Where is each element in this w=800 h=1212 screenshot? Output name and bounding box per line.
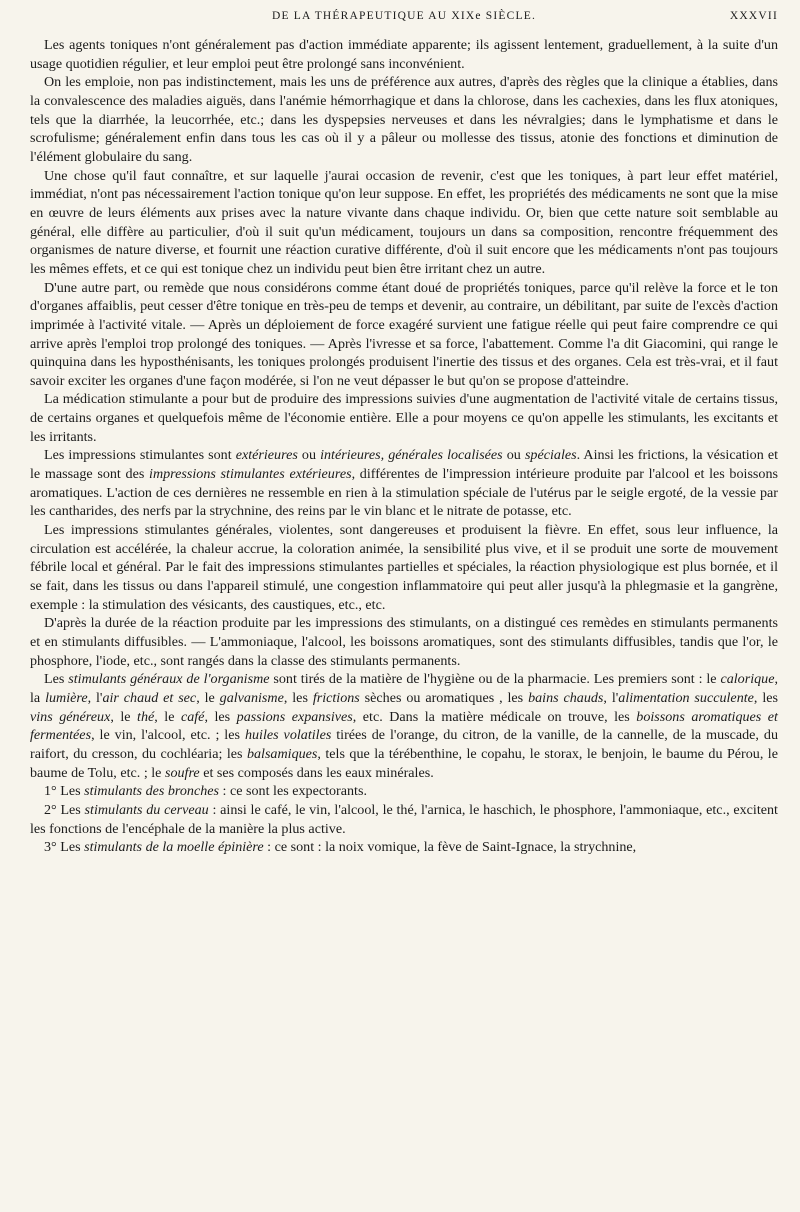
text-run: La médication stimulante a pour but de produire des impressions suivies d'une augmentation de l'activité vitale de certains tissus, de certains organes et quelquefois même de l'économie entière. Elle a pour moyens ce qu'on appelle les stimulants, les excitants et les irritants.	[30, 391, 778, 445]
paragraph	[30, 782, 778, 801]
text-run: , l'	[87, 689, 103, 706]
text-run: , le vin, l'alcool, etc. ; les	[91, 727, 245, 744]
text-run: D'après la durée de la réaction produite par les impressions des stimulants, on a distingué ces remèdes en stimulants permanents et en stimulants diffusibles. — L'ammoniaque, l'alcool, les boissons aromatiques, sont des stimulants diffusibles, tandis que l'or, le phosphore, l'iode, etc., sont rangés dans la classe des stimulants permanents.	[30, 615, 778, 669]
page-number: XXXVII	[729, 10, 778, 22]
paragraph	[30, 167, 778, 279]
paragraph	[30, 73, 778, 166]
text-run: , tels que la térébenthine, le copahu, le storax, le benjoin, le baume du Pérou, le baume de Tolu, etc. ; le	[30, 745, 778, 781]
italic-run: alimentation succulente	[618, 689, 754, 706]
paragraph	[30, 446, 778, 521]
italic-run: stimulants généraux de l'organisme	[68, 671, 270, 688]
text-run: , le	[196, 689, 220, 706]
paragraph	[30, 279, 778, 391]
italic-run: intérieures, générales localisées	[320, 447, 503, 464]
italic-run: vins généreux	[30, 708, 111, 725]
paragraph	[30, 838, 778, 857]
paragraph	[30, 390, 778, 446]
italic-run: impressions stimulantes extérieures	[149, 466, 352, 483]
italic-run: stimulants du cerveau	[84, 801, 209, 818]
text-run: Les agents toniques n'ont généralement pas d'action immédiate apparente; ils agissent lentement, graduellement, à la suite d'un usage quotidien régulier, et leur emploi peut être prolongé sans inconvénient.	[30, 37, 778, 72]
paragraph	[30, 521, 778, 614]
italic-run: lumière	[45, 689, 88, 706]
text-run: tirées de l'orange, du citron, de la vanille, de la cannelle, de la muscade, du raifort, du cresson, du cochléaria; les	[30, 727, 778, 762]
text-run: Les impressions stimulantes sont	[44, 447, 236, 464]
text-run: , la	[30, 671, 778, 706]
text-run: On les emploie, non pas indistinctement, mais les uns de préférence aux autres, d'après des règles que la clinique a établies, dans la convalescence des maladies aiguës, dans l'anémie hémorrhagique et dans la chlorose, dans les cachexies, dans les flux atoniques, tels que la diarrhée, la leucorrhée, etc.; dans les dyspepsies nerveuses et dans les névralgies; dans le lymphatisme et dans le scrofulisme; généralement enfin dans tous les cas où il y a pâleur ou mollesse des tissus, atonie des fonctions et diminution de l'élément globulaire du sang.	[30, 74, 778, 165]
text-run: ou	[297, 447, 321, 464]
text-run: : ainsi le café, le vin, l'alcool, le thé, l'arnica, le haschich, le phosphore, l'ammoniaque, etc., excitent les fonctions de l'encéphale de la manière la plus active.	[30, 801, 778, 837]
italic-run: air chaud et sec	[102, 689, 197, 706]
text-run: . Ainsi les frictions, la vésication et le massage sont des	[30, 447, 779, 483]
text-run: : ce sont : la noix vomique, la fève de Saint-Ignace, la strychnine,	[263, 839, 637, 856]
body-text	[30, 36, 778, 857]
italic-run: stimulants de la moelle épinière	[84, 839, 264, 856]
text-run: 2° Les	[44, 801, 85, 818]
italic-run: frictions	[312, 689, 360, 706]
italic-run: soufre	[164, 764, 200, 781]
italic-run: galvanisme	[219, 689, 284, 706]
text-run: sèches ou aromatiques , les	[359, 689, 529, 706]
italic-run: boissons aromatiques et fermentées	[30, 708, 778, 744]
text-run: , les	[753, 689, 778, 706]
text-run: sont tirés de la matière de l'hygiène ou de la pharmacie. Les premiers sont : le	[269, 671, 721, 688]
text-run: , l'	[603, 689, 619, 706]
running-header	[30, 10, 778, 36]
text-run: , etc. Dans la matière médicale on trouve, les	[352, 708, 637, 725]
text-run: et ses composés dans les eaux minérales.	[199, 764, 434, 781]
text-run: ou	[502, 447, 525, 464]
paragraph	[30, 614, 778, 670]
text-run: , différentes de l'impression intérieure produite par l'alcool et les boissons aromatiques. L'action de ces dernières ne ressemble en rien à la stimulation spéciale de l'utérus par le seigle ergoté, de la vessie par les cantharides, des nerfs par la strychnine, des reins par le vin blanc et le nitrate de potasse, etc.	[30, 466, 778, 520]
text-run: D'une autre part, ou remède que nous considérons comme étant doué de propriétés toniques, parce qu'il relève la force et le ton d'organes affaiblis, peut cesser d'être tonique en très-peu de temps et devenir, au contraire, un débilitant, par suite de l'excès d'action imprimée à l'activité vitale. — Après un déploiement de force exagéré survient une fatigue réelle qui peut faire comprendre ce qui arrive après l'emploi trop prolongé des toniques. — Après l'ivresse et sa force, l'abattement. Comme l'a dit Giacomini, qui range le quinquina dans les hyposthénisants, les toniques prolongés produisent l'inertie des tissus et des organes. Cela est très-vrai, et il faut savoir exciter les organes d'une façon modérée, si l'on ne veut dépasser le but qu'on se propose d'atteindre.	[30, 279, 778, 389]
text-run: , le	[154, 708, 181, 725]
italic-run: café	[180, 708, 205, 725]
italic-run: balsamiques	[246, 745, 318, 762]
italic-run: passions expansives	[236, 708, 353, 725]
italic-run: extérieures	[235, 447, 298, 464]
text-run: Les	[44, 671, 69, 688]
text-run: , les	[283, 689, 313, 706]
text-run: , les	[204, 708, 237, 725]
text-run: 3° Les	[44, 839, 85, 856]
text-run: : ce sont les expectorants.	[219, 783, 367, 800]
italic-run: stimulants des bronches	[84, 783, 220, 800]
italic-run: calorique	[720, 671, 775, 688]
italic-run: huiles volatiles	[244, 727, 332, 744]
italic-run: bains chauds	[528, 689, 604, 706]
text-run: 1° Les	[44, 783, 85, 800]
text-run: Les impressions stimulantes générales, violentes, sont dangereuses et produisent la fièvre. En effet, sous leur influence, la circulation est accélérée, la chaleur accrue, la coloration animée, la sensibilité plus vive, et il se produit une sorte de mouvement fébrile local et général. Par le fait des impressions stimulantes partielles et spéciales, la réaction physiologique est plus bornée, et il se fait, dans les tissus ou dans l'appareil stimulé, une congestion inflammatoire qui peut aller jusqu'à la phlegmasie et la gangrène, exemple : la stimulation des vésicants, des caustiques, etc., etc.	[30, 522, 778, 613]
paragraph	[30, 801, 778, 838]
italic-run: spéciales	[524, 447, 577, 464]
italic-run: thé	[137, 708, 155, 725]
paragraph	[30, 36, 778, 73]
text-run: , le	[110, 708, 138, 725]
text-run: Une chose qu'il faut connaître, et sur laquelle j'aurai occasion de revenir, c'est que les toniques, à part leur effet matériel, immédiat, n'ont pas nécessairement l'action tonique qu'on leur suppose. En effet, les propriétés des médicaments ne sont que la mise en œuvre de leurs éléments aux prises avec la nature vivante dans chaque individu. Or, bien que cette nature soit semblable au général, elle diffère au particulier, d'où il suit qu'un médicament, toujours un dans sa composition, rencontre fréquemment des organismes de nature diverse, et fournit une réaction curative différente, d'où il suit encore que les médicaments n'ont pas toujours les mêmes effets, et ce qui est tonique chez un individu peut bien être irritant chez un autre.	[30, 167, 778, 277]
paragraph	[30, 670, 778, 782]
running-title: DE LA THÉRAPEUTIQUE AU XIXe SIÈCLE.	[271, 10, 537, 22]
